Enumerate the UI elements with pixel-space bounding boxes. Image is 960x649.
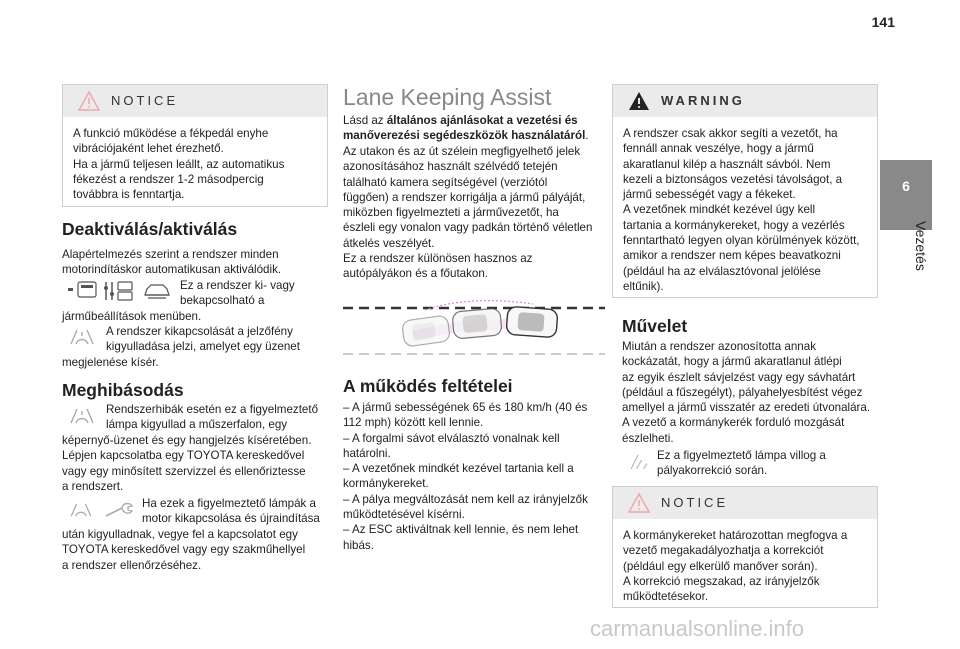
watermark: carmanualsonline.info: [590, 616, 805, 641]
chapter-tab[interactable]: [880, 160, 932, 230]
section-title-fault: Meghibásodás: [62, 380, 184, 400]
warning-triangle-icon: [627, 90, 651, 112]
car-icon: [142, 281, 172, 301]
text-line: TOYOTA kereskedővel vagy egy szakműhellyel: [62, 543, 306, 557]
list-item: 112 mph) között kell lennie.: [343, 416, 484, 430]
text-line: A vezető a kormánykerék forduló mozgását: [622, 416, 845, 430]
car-main: [506, 306, 558, 337]
text-line: fenntartható legyen olyan körülmények között,: [623, 234, 860, 248]
section-title-operation: Művelet: [622, 316, 688, 336]
settings-icons-group: [68, 280, 172, 302]
notice-body: [63, 117, 327, 210]
text-line: eltűnik).: [623, 279, 664, 293]
fault-side-text-2: [142, 496, 334, 527]
notice-body: [613, 519, 877, 612]
notice-header: [63, 85, 327, 117]
list-item: működtetésével kísérni.: [343, 508, 465, 522]
lane-warning-lamp-icon: [65, 326, 99, 348]
text-line: a rendszert.: [62, 479, 124, 493]
section-title-conditions: A működés feltételei: [343, 376, 513, 396]
intro-prefix: Lásd az: [343, 114, 387, 127]
list-item: – Az ESC aktiváltnak kell lennie, és nem lehet: [343, 523, 579, 537]
lane-illustration: [343, 296, 605, 362]
text-line: (például egy elkerülő manőver során).: [623, 559, 818, 573]
text-line: Ez a rendszer ki- vagy: [180, 279, 295, 292]
text-line: Ez a rendszer különösen hasznos az: [343, 252, 533, 266]
text-line: akaratlanul kilép a használt sávból. Nem: [623, 157, 831, 171]
text-line: található kamera segítségével (verziótól: [343, 175, 548, 189]
list-item: – A forgalmi sávot elválasztó vonalnak kell: [343, 431, 560, 445]
text-line: A vezetőnek mindkét kezével úgy kell: [623, 203, 816, 217]
text-line: észlelheti.: [622, 431, 674, 445]
text-line: észleli egy vonalon vagy padkán történő véletlen: [343, 221, 593, 235]
page-title: Lane Keeping Assist: [343, 84, 552, 110]
text-line: A funkció működése a fékpedál enyhe: [73, 127, 269, 140]
text-line: Lépjen kapcsolatba egy TOYOTA kereskedővel: [62, 449, 305, 463]
text-line: A kormánykereket határozottan megfogva a: [623, 529, 848, 542]
text-line: vibrációjaként lehet érezhető.: [73, 142, 224, 156]
text-line: Rendszerhibák esetén ez a figyelmeztető: [106, 403, 319, 416]
text-line: pályakorrekció során.: [657, 464, 768, 478]
notice-label: NOTICE: [111, 93, 179, 108]
warning-triangle-icon: [627, 492, 651, 514]
list-item: hibás.: [343, 538, 374, 552]
list-item: – A jármű sebességének 65 és 180 km/h (40 és: [343, 401, 588, 414]
description-paragraph: [343, 144, 605, 282]
text-line: motorindításkor automatikusan aktiválódik.: [62, 263, 282, 277]
fault-paragraph-2: [62, 527, 334, 573]
chapter-number: 6: [902, 178, 910, 194]
intro-paragraph: [343, 113, 603, 144]
notice-header: [613, 487, 877, 519]
deact-lamp-side-text: [106, 324, 332, 355]
text-line: bekapcsolható a: [180, 294, 265, 308]
list-item: – A pálya megváltozását nem kell az irányjelzők: [343, 492, 588, 506]
page-number: 141: [871, 14, 895, 30]
text-line: működtetésekor.: [623, 590, 709, 604]
text-line: átkelés veszélyét.: [343, 236, 435, 250]
fault-warning-lamp-icon: [65, 405, 99, 427]
text-line: Miután a rendszer azonosította annak: [622, 340, 816, 353]
list-item: kormánykereket.: [343, 477, 429, 491]
text-line: (például a fűszegélyt), pályahelyesbítést végez: [622, 385, 863, 399]
intro-suffix: .: [585, 129, 589, 143]
text-line: vezető megakadályozhatja a korrekciót: [623, 544, 824, 558]
text-line: miközben figyelmezteti a járművezetőt, ha: [343, 206, 559, 220]
text-line: tartania a kormánykereket, hogy a vezérlés: [623, 218, 845, 232]
conditions-list: [343, 400, 605, 553]
list-item: – A vezetőnek mindkét kezével tartania kell a: [343, 462, 574, 476]
warning-box: [612, 84, 878, 298]
operation-side-text: [657, 448, 877, 479]
text-line: A rendszer csak akkor segíti a vezetőt, ha: [623, 127, 838, 140]
text-line: fékezést a rendszer 1-2 másodpercig: [73, 172, 264, 186]
notice-label: NOTICE: [661, 495, 729, 510]
text-line: lámpa kigyullad a műszerfalon, egy: [106, 418, 288, 432]
text-line: azonosításához használt szélvédő tetején: [343, 160, 558, 174]
wrench-icon: [102, 500, 136, 520]
text-line: járműbeállítások menüben.: [62, 310, 202, 323]
text-line: kigyulladása jelzi, amelyet egy üzenet: [106, 340, 300, 354]
operation-paragraph: [622, 339, 880, 446]
text-line: Ha ezek a figyelmeztető lámpák a: [142, 497, 316, 510]
vehicle-settings-icon: [102, 280, 136, 302]
intro-link-text: általános ajánlásokat a vezetési és manőverezési segédeszközök használatáról: [343, 114, 586, 143]
text-line: képernyő-üzenet és egy hangjelzés kíséretében.: [62, 434, 312, 447]
text-line: amikor a rendszer nem képes beavatkozni: [623, 249, 841, 263]
warning-label: WARNING: [661, 93, 745, 108]
text-line: Ha a jármű teljesen leállt, az automatikus: [73, 157, 285, 171]
car-ghost-2: [452, 308, 502, 339]
text-line: (például ha az elválasztóvonal jelölése: [623, 264, 821, 278]
warning-header: [613, 85, 877, 117]
text-line: kezeli a biztonságos vezetési távolságot, a: [623, 172, 843, 186]
deact-paragraph: [62, 247, 332, 278]
text-line: autópályákon és a főutakon.: [343, 267, 489, 281]
text-line: függően) a rendszer korrigálja a jármű pályáját,: [343, 190, 586, 204]
car-ghost-1: [401, 315, 450, 347]
lane-lamp-small-icon: [66, 500, 96, 520]
list-item: határolni.: [343, 446, 391, 460]
text-line: fennáll annak veszélye, hogy a jármű: [623, 142, 814, 156]
notice-box-1: [62, 84, 328, 207]
section-title-deactivation: Deaktiválás/aktiválás: [62, 219, 238, 239]
chapter-label: Vezetés: [913, 221, 929, 271]
text-line: amellyel a jármű visszatér az eredeti útvonalára.: [622, 401, 871, 415]
text-line: megjelenése kísér.: [62, 356, 159, 369]
text-line: a rendszer ellenőrzéséhez.: [62, 558, 202, 572]
warning-body: [613, 117, 877, 302]
text-line: után kigyulladnak, vegye fel a kapcsolatot egy: [62, 528, 298, 541]
text-line: Ez a figyelmeztető lámpa villog a: [657, 449, 826, 462]
notice-box-2: [612, 486, 878, 608]
text-line: jármű sebességét vagy a fékeket.: [623, 188, 796, 202]
text-line: az egyik észlelt sávjelzést vagy egy sávhatárt: [622, 370, 856, 384]
text-line: motor kikapcsolása és újraindítása: [142, 512, 320, 526]
text-line: Az utakon és az út szélein megfigyelhető jelek: [343, 145, 581, 158]
text-line: Alapértelmezés szerint a rendszer minden: [62, 248, 279, 261]
fault-side-text: [106, 402, 332, 433]
text-line: vagy egy minősített szervizzel és ellenőriztesse: [62, 464, 306, 478]
lane-switch-icon: [68, 280, 98, 300]
text-line: kockázatát, hogy a jármű akaratlanul átlépi: [622, 355, 842, 369]
fault-paragraph: [62, 433, 334, 494]
warning-triangle-icon: [77, 90, 101, 112]
text-line: A rendszer kikapcsolását a jelzőfény: [106, 325, 293, 338]
deact-side-text: [180, 278, 330, 309]
text-line: továbbra is fenntartja.: [73, 188, 185, 202]
text-line: A korrekció megszakad, az irányjelzők: [623, 574, 820, 588]
lane-correction-lamp-icon: [624, 450, 654, 472]
